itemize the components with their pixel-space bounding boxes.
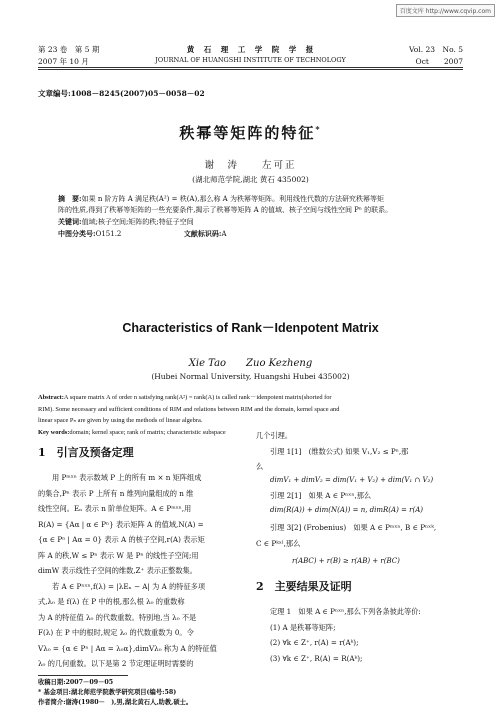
page-title-cn [0,122,501,143]
footnote: * 基金项目:湖北师范学院教学研究项目(编号:58) [38,689,177,696]
text-line: 几个引理。 [256,431,292,440]
journal-name-en: JOURNAL OF HUANGSHI INSTITUTE OF TECHNOLOGY [155,56,346,64]
theorem-item: (2) ∀k ∈ Z⁺, r(A) = r(Aᵏ); [270,638,359,647]
affiliation-en: (Hubei Normal University, Huangshi Hubei 435002) [151,372,350,381]
text-line: R(A) = {Aα | α ∈ Pⁿ} 表示矩阵 A 的值域,N(A) = [38,519,204,529]
text-line: 线性空间。Eₙ 表示 n 阶单位矩阵。A ∈ Pᵐˣⁿ,用 [38,504,192,513]
affiliation-cn: (湖北师范学院,湖北 黄石 435002) [192,175,309,184]
theorem-item: (3) ∀k ∈ Z⁺, R(A) = R(Aᵏ); [270,653,363,663]
date-en: Oct 2007 [415,57,463,66]
theorem-1 [270,604,470,666]
keywords-en: domain; kernel space; rank of matrix; characteristic subspace [69,428,226,436]
text-line: 的集合,Pⁿ 表示 P 上所有 n 维列向量组成的 n 维 [38,488,194,498]
lemma-3-cont: C ∈ Pᵏˣˡ,那么 [256,539,301,548]
text-line: 若 A ∈ Pⁿˣⁿ,f(λ) = |λEₙ − A| 为 A 的特征多项 [52,581,206,591]
abstract-en-line: linear space Pₙ are given by using the methods of linear algebra. [38,417,203,424]
lemma-1: 引理 1[1] (维数公式) 如果 V₁,V₂ ≤ Pⁿ,那 [270,446,409,456]
article-number: 文章编号:1008－8245(2007)05－0058－02 [38,89,205,98]
page-title-en: Characteristics of Rank－Idenpotent Matrix [122,321,379,335]
lemma-2: 引理 2[1] 如果 A ∈ Pⁿˣⁿ,那么 [270,491,372,500]
clc-label: 中图分类号: [58,229,96,238]
abstract-cn [58,193,452,240]
header-rule [38,67,463,68]
keywords-en-label: Key words: [38,428,70,436]
doc-code: A [221,230,227,238]
doc-code-label: 文献标识码: [183,229,222,238]
keywords-cn: 值域;核子空间;矩阵的秩;特征子空间 [81,218,194,226]
formula-frobenius: r(ABC) + r(B) ≥ r(AB) + r(BC) [292,557,400,565]
section-2-title: 主要结果及证明 [274,580,352,593]
footnotes [38,678,192,708]
footnote: 收稿日期:2007－09－05 [38,679,114,686]
abstract-cn-line: 如果 n 阶方阵 A 满足秩(A²) = 秩(A),那么称 A 为秩幂等矩阵。利用线性代数的方法研究秩幂等矩 [81,195,384,203]
watermark-stamp: 百度文库 http://www.cqvip.com [396,4,495,17]
text-line: 么 [256,462,264,471]
footnote: 作者简介:谢涛(1980－ ),男,湖北黄石人,助教,硕士。 [38,699,193,706]
left-column-text [38,470,248,672]
journal-name-cn: 黄 石 理 工 学 院 学 报 [186,45,315,54]
text-line: F(λ) 在 P 中的根时,规定 λ₀ 的代数重数为 0。令 [38,628,194,637]
theorem-1-statement: 定理 1 如果 A ∈ Pⁿˣⁿ,那么下列各条彼此等价: [270,607,421,616]
lemma-3: 引理 3[2] (Frobenius) 如果 A ∈ Pᵐˣⁿ, B ∈ Pⁿˣᵏ, [270,523,437,532]
abstract-cn-line: 阵的性质,得到了秩幂等矩阵的一些充要条件,揭示了秩幂等矩阵 A 的值域、核子空间与线性空间 Pⁿ 的联系。 [58,206,393,214]
text-line: {α ∈ Pⁿ | Aα = 0} 表示 A 的核子空间,r(A) 表示矩 [38,535,205,544]
section-2-heading [256,578,352,594]
volume-en: Vol. 23 No. 5 [409,45,463,54]
formula-rank-nullity: dim(R(A)) + dim(N(A)) = n, dimR(A) = r(A) [270,506,423,514]
abstract-en-line: RIM). Some necessary and sufficient conditions of RIM and relations between RIM and the domain, kernel space and [38,405,340,413]
title-cn-text: 秩幂等矩阵的特征 [179,124,316,142]
section-1-heading [38,444,134,460]
title-footnote-mark: * [315,124,322,134]
abstract-cn-label: 摘 要: [58,194,82,203]
text-line: Vλ₀ = {α ∈ Pⁿ | Aα = λ₀α},dimVλ₀ 称为 A 的特征值 [38,643,217,653]
text-line: λ₀ 的几何重数。以下是第 2 节定理证明时需要的 [38,659,194,668]
abstract-en-line: A square matrix A of order n satisfying rank(A²) = rank(A) is called rank－idenpotent matrix(shorted for [63,394,332,401]
section-2-number: 2 [256,580,264,593]
text-line: 式,λ₀ 是 f(λ) 在 P 中的根,那么根 λ₀ 的重数称 [38,597,185,606]
date-cn: 2007 年 10 月 [38,57,89,66]
section-1-title: 引言及预备定理 [56,446,134,459]
text-line: 为 A 的特征值 λ₀ 的代数重数。特别地,当 λ₀ 不是 [38,612,197,622]
authors-cn: 谢 涛 左可正 [204,160,297,171]
abstract-en-label: Abstract: [38,394,64,401]
section-1-number: 1 [38,446,46,459]
header-rule-2 [38,69,463,70]
text-line: 阵 A 的秩,W ≤ Pⁿ 表示 W 是 Pⁿ 的线性子空间;用 [38,550,199,560]
text-line: dimW 表示线性子空间的维数,Z⁺ 表示正整数集。 [38,566,197,575]
formula-dimension: dimV₁ + dimV₂ = dim(V₁ + V₂) + dim(V₁ ∩ V₂) [270,476,434,484]
authors-en: Xie Tao Zuo Kezheng [188,358,313,369]
keywords-cn-label: 关键词: [58,217,82,226]
theorem-item: (1) A 是秩幂等矩阵; [270,622,336,632]
clc-code: O151.2 [95,230,122,238]
footnote-rule [38,675,128,676]
volume-cn: 第 23 卷 第 5 期 [38,45,100,54]
right-column-top [256,428,466,475]
text-line: 用 Pᵐˣⁿ 表示数域 P 上的所有 m × n 矩阵组成 [52,473,202,482]
